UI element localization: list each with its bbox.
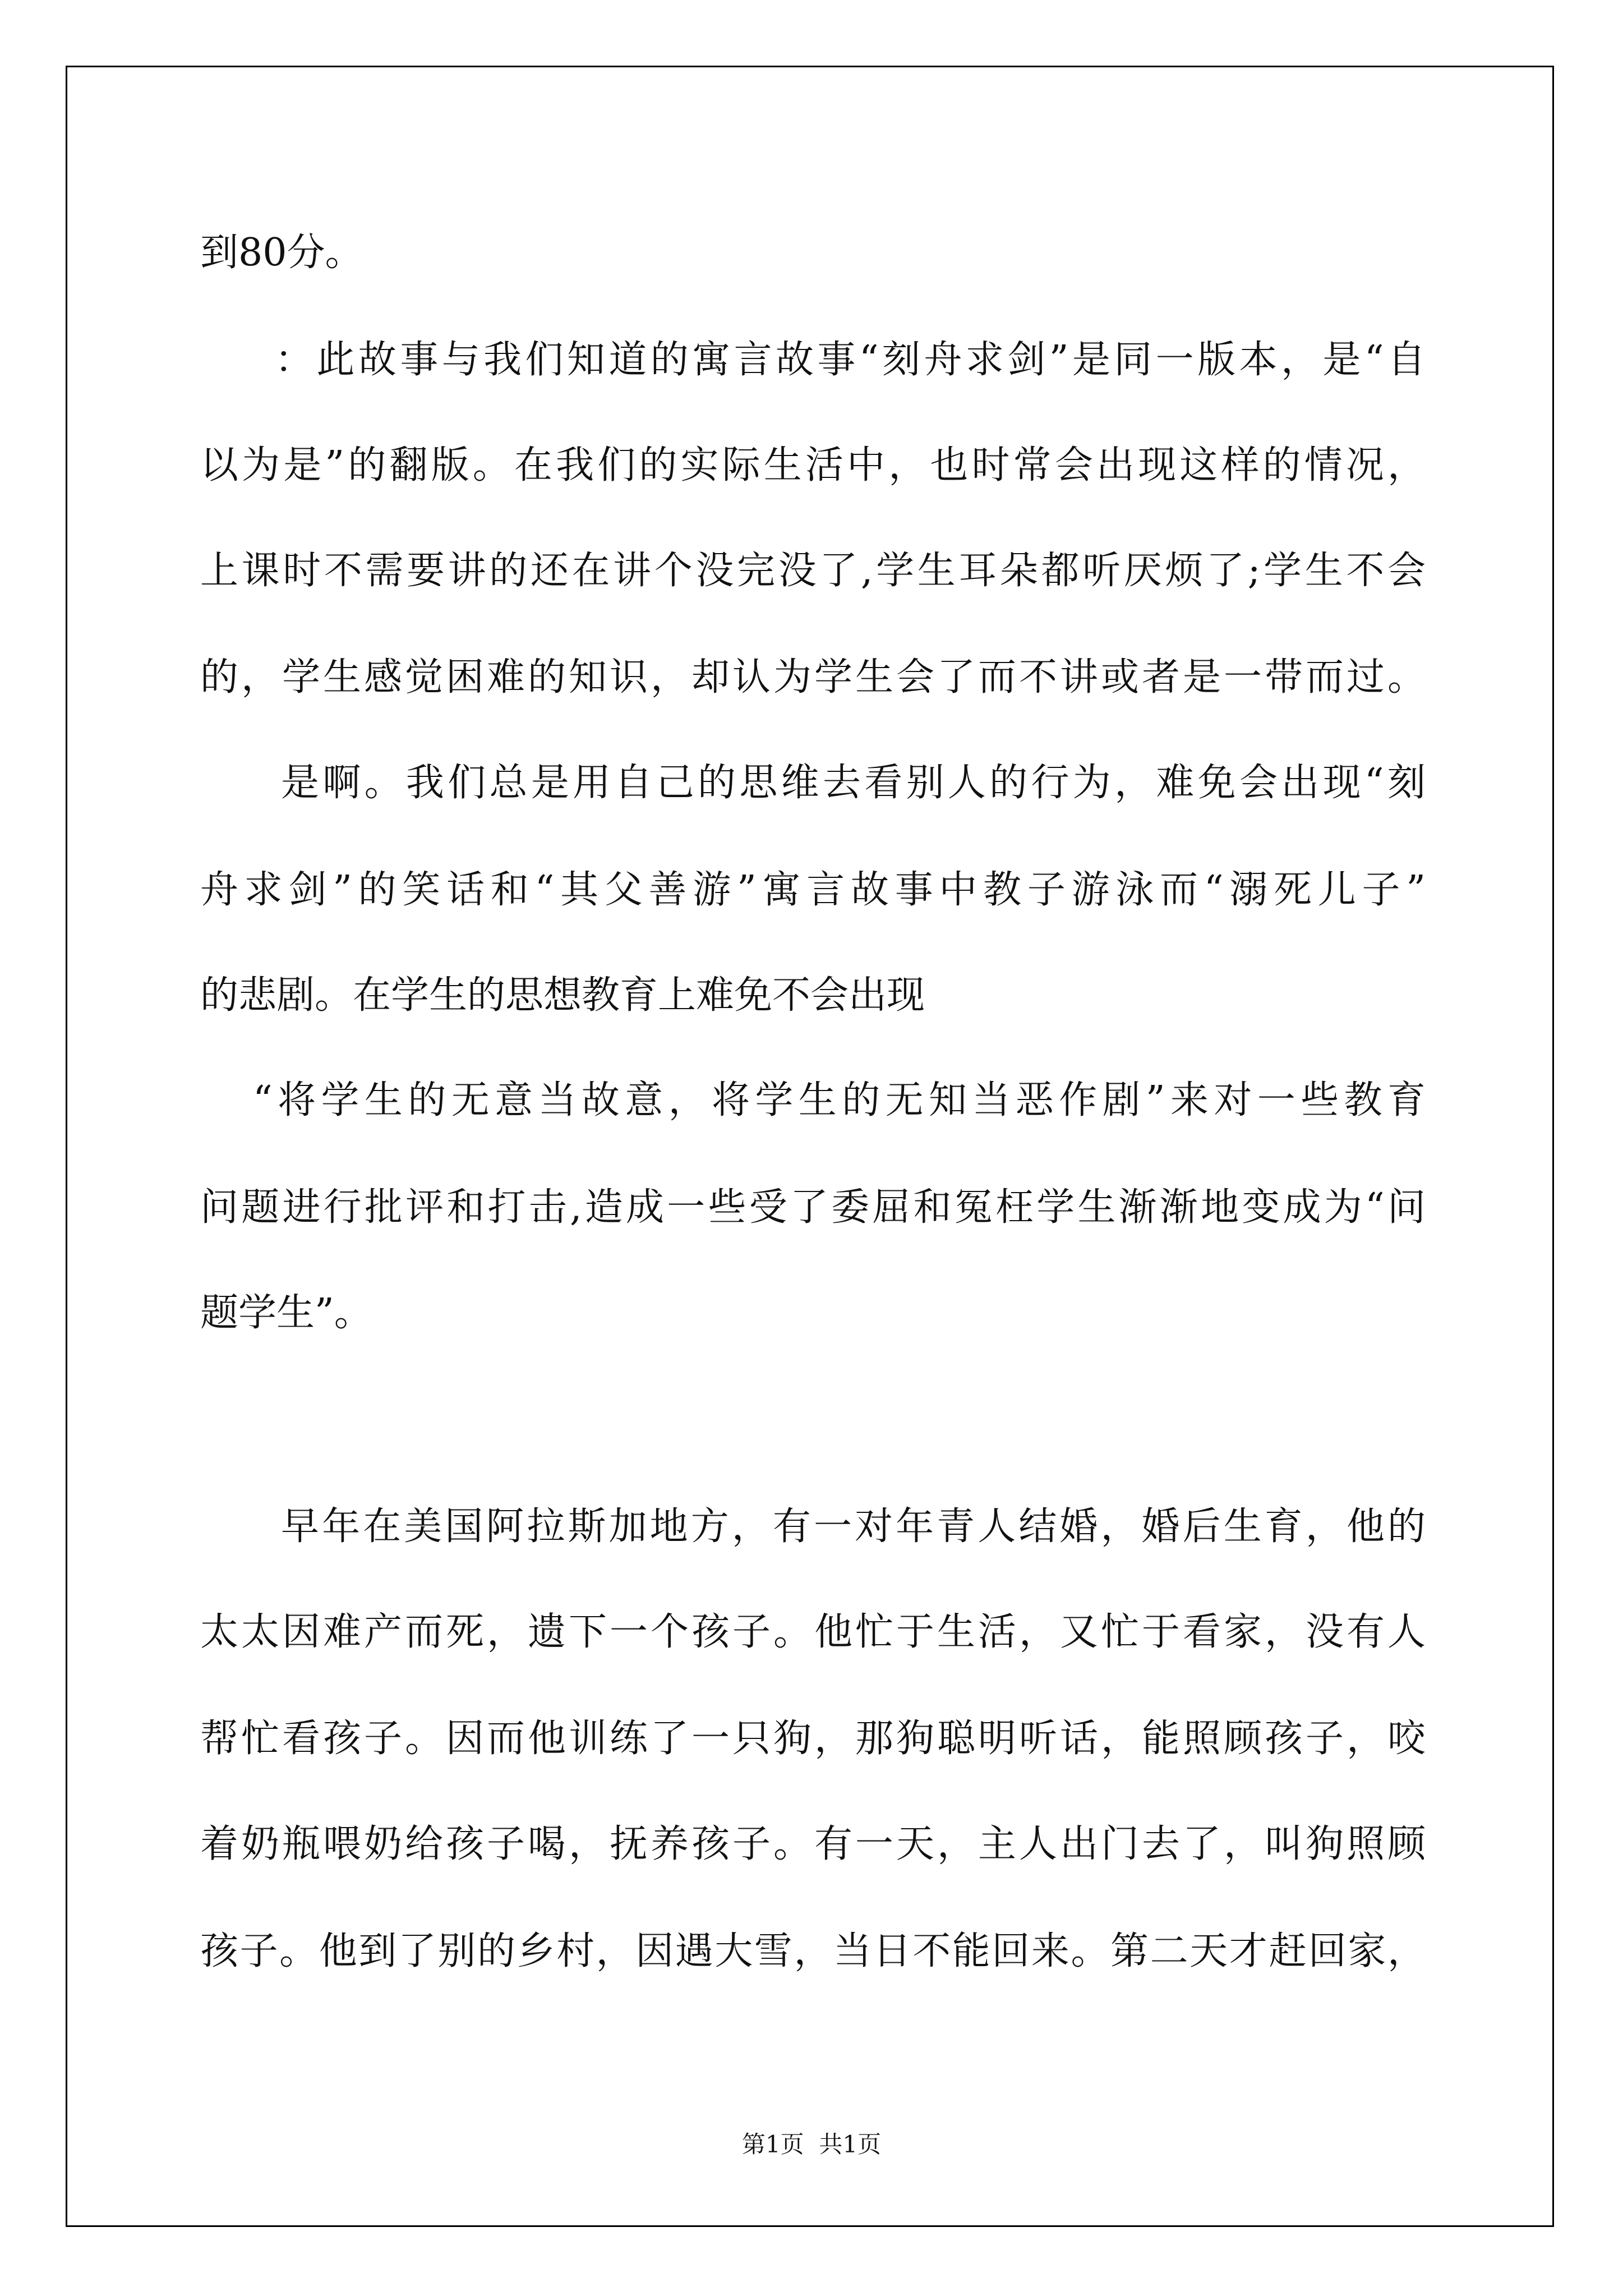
text-line: 上课时不需要讲的还在讲个没完没了,学生耳朵都听厌烦了;学生不会 <box>200 549 1426 593</box>
text-line: 早年在美国阿拉斯加地方，有一对年青人结婚，婚后生育，他的 <box>281 1504 1426 1549</box>
text-line: ：此故事与我们知道的寓言故事“刻舟求剑”是同一版本，是“自 <box>275 338 1426 382</box>
text-line: 问题进行批评和打击,造成一些受了委屈和冤枉学生渐渐地变成为“问 <box>200 1185 1426 1230</box>
text-line: 帮忙看孩子。因而他训练了一只狗，那狗聪明听话，能照顾孩子，咬 <box>200 1717 1426 1761</box>
text-line: 到80分。 <box>200 231 363 275</box>
text-line: 以为是”的翻版。在我们的实际生活中，也时常会出现这样的情况， <box>200 443 1426 487</box>
text-line: 太太因难产而死，遗下一个孩子。他忙于生活，又忙于看家，没有人 <box>200 1610 1426 1654</box>
text-line: 题学生”。 <box>200 1291 372 1335</box>
text-line: 着奶瓶喂奶给孩子喝，抚养孩子。有一天，主人出门去了，叫狗照顾 <box>200 1822 1426 1866</box>
text-line: 舟求剑”的笑话和“其父善游”寓言故事中教子游泳而“溺死儿子” <box>200 868 1426 912</box>
page-frame <box>66 66 1554 2227</box>
text-line: 的，学生感觉困难的知识，却认为学生会了而不讲或者是一带而过。 <box>200 655 1426 700</box>
page-footer: 第1页 共1页 <box>741 2131 882 2158</box>
text-line: 是啊。我们总是用自己的思维去看别人的行为，难免会出现“刻 <box>281 761 1426 805</box>
text-line: “将学生的无意当故意，将学生的无知当恶作剧”来对一些教育 <box>253 1078 1426 1122</box>
text-line: 的悲剧。在学生的思想教育上难免不会出现 <box>200 973 925 1018</box>
text-line: 孩子。他到了别的乡村，因遇大雪，当日不能回来。第二天才赶回家， <box>200 1929 1426 1973</box>
